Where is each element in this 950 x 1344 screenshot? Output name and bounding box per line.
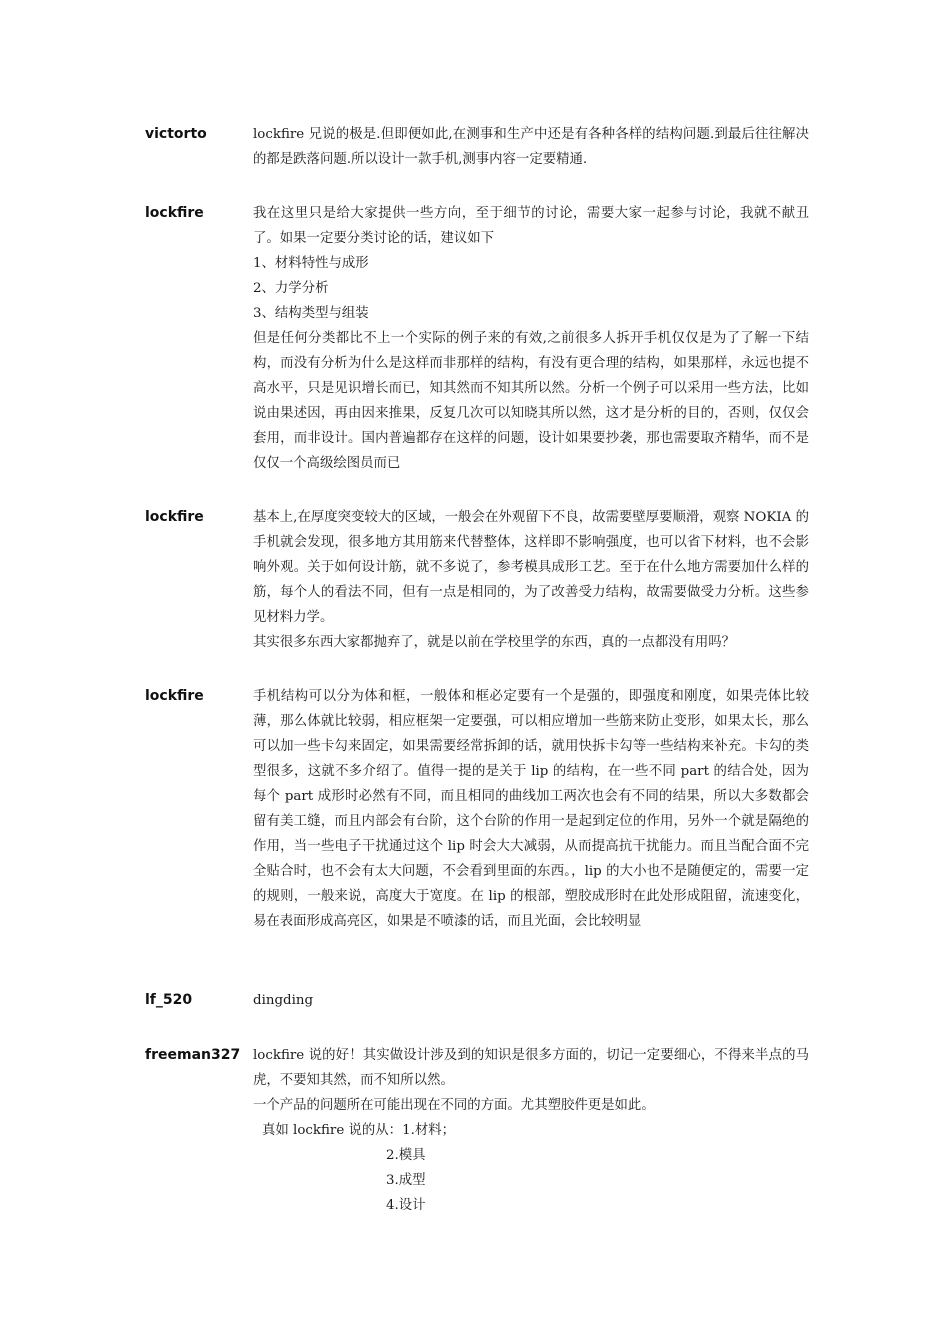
- post-paragraph: 其实很多东西大家都抛弃了，就是以前在学校里学的东西，真的一点都没有用吗？: [253, 635, 736, 650]
- post-body: [253, 505, 809, 655]
- post-paragraph: dingding: [253, 993, 314, 1008]
- list-item: 3.成型: [386, 1173, 426, 1188]
- post-body: [253, 1043, 809, 1218]
- list-item: 3、结构类型与组装: [253, 306, 369, 321]
- post-body: [253, 684, 809, 934]
- post-paragraph: 一个产品的问题所在可能出现在不同的方面。尤其塑胶件更是如此。: [253, 1098, 655, 1113]
- post-paragraph: lockfire 兄说的极是.但即便如此,在测事和生产中还是有各种各样的结构问题.到最后往往解决的都是跌落问题.所以设计一款手机,测事内容一定要精通.: [253, 127, 809, 167]
- post-author: freeman327: [145, 1047, 241, 1063]
- post-author: victorto: [145, 126, 207, 142]
- post-author: lockfire: [145, 509, 204, 525]
- post-paragraph: 基本上,在厚度突变较大的区域，一般会在外观留下不良，故需要壁厚要顺滑，观察 NOKIA 的手机就会发现，很多地方其用筋来代替整体，这样即不影响强度，也可以省下材料，也不会影响外观。关于如何设计筋，就不多说了，参考模具成形工艺。至于在什么地方需要加什么样的筋，每个人的看法不同，但有一点是相同的，为了改善受力结构，故需要做受力分析。这些参见材料力学。: [253, 510, 809, 625]
- post-author: lf_520: [145, 992, 193, 1008]
- post-body: [253, 122, 809, 172]
- post-body: [253, 201, 809, 476]
- post-paragraph: 手机结构可以分为体和框，一般体和框必定要有一个是强的，即强度和刚度，如果壳体比较薄，那么体就比较弱，相应框架一定要强，可以相应增加一些筋来防止变形，如果太长，那么可以加一些卡勾来固定，如果需要经常拆卸的话，就用快拆卡勾等一些结构来补充。卡勾的类型很多，这就不多介绍了。值得一提的是关于 lip 的结构，在一些不同 part 的结合处，因为每个 part 成形时必然有不同，而且相同的曲线加工两次也会有不同的结果，所以大多数都会留有美工缝，而且内部会有台阶，这个台阶的作用一是起到定位的作用，另外一个就是隔绝的作用，当一些电子干扰通过这个 lip 时会大大减弱，从而提高抗干扰能力。而且当配合面不完全贴合时，也不会有太大问题，不会看到里面的东西。，lip 的大小也不是随便定的，需要一定的规则，一般来说，高度大于宽度。在 lip 的根部，塑胶成形时在此处形成阻留，流速变化，易在表面形成高亮区，如果是不喷漆的话，而且光面，会比较明显: [253, 689, 809, 929]
- list-item: 4.设计: [386, 1198, 426, 1213]
- post-author: lockfire: [145, 205, 204, 221]
- list-item: 2、力学分析: [253, 281, 329, 296]
- post-author: lockfire: [145, 688, 204, 704]
- post-body: [253, 988, 809, 1013]
- list-item: 真如 lockfire 说的从：1.材料；: [262, 1123, 456, 1138]
- post-paragraph: lockfire 说的好！其实做设计涉及到的知识是很多方面的，切记一定要细心，不得来半点的马虎，不要知其然，而不知所以然。: [253, 1048, 809, 1088]
- post-paragraph: 我在这里只是给大家提供一些方向，至于细节的讨论，需要大家一起参与讨论，我就不献丑了。如果一定要分类讨论的话，建议如下: [253, 206, 809, 246]
- list-item: 2.模具: [386, 1148, 426, 1163]
- post-paragraph: 但是任何分类都比不上一个实际的例子来的有效,之前很多人拆开手机仅仅是为了了解一下结构，而没有分析为什么是这样而非那样的结构，有没有更合理的结构，如果那样，永远也提不高水平，只是见识增长而已，知其然而不知其所以然。分析一个例子可以采用一些方法，比如说由果述因，再由因来推果，反复几次可以知晓其所以然，这才是分析的目的，否则，仅仅会套用，而非设计。国内普遍都存在这样的问题，设计如果要抄袭，那也需要取齐精华，而不是仅仅一个高级绘图员而已: [253, 331, 809, 471]
- list-item: 1、材料特性与成形: [253, 256, 369, 271]
